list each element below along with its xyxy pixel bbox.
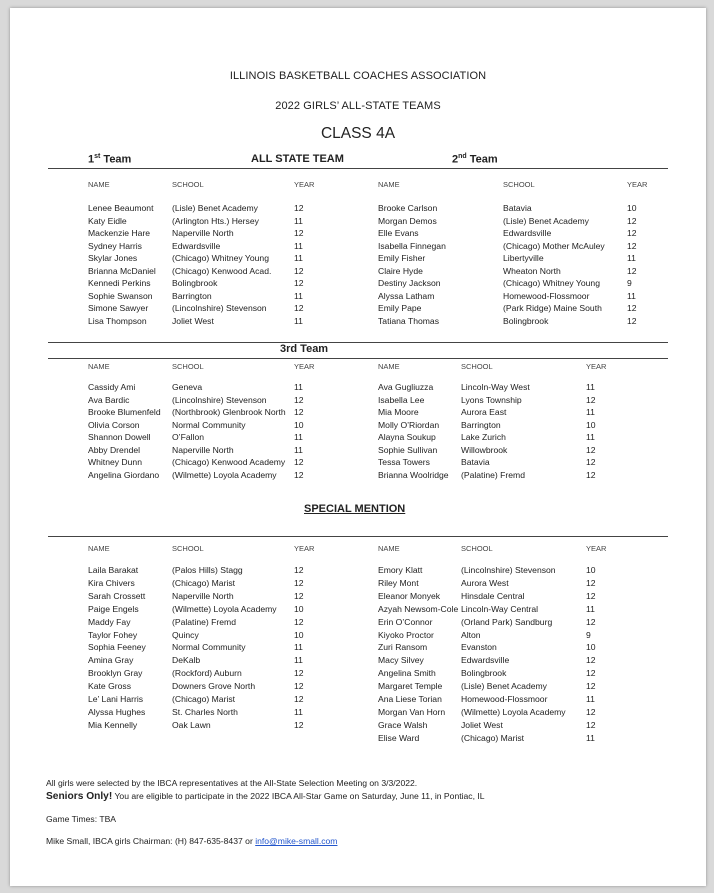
player-school: Edwardsville <box>461 655 510 666</box>
player-school: (Northbrook) Glenbrook North <box>172 407 286 417</box>
player-school: DeKalb <box>172 655 201 666</box>
player-school: Bolingbrook <box>461 668 507 679</box>
col-header-school: SCHOOL <box>461 544 493 553</box>
player-school: (Wilmette) Loyola Academy <box>172 469 277 480</box>
player-school: Willowbrook <box>461 444 508 455</box>
player-name: Mackenzie Hare <box>88 228 151 238</box>
player-school: Wheaton North <box>503 265 561 276</box>
col-header-name: NAME <box>378 180 400 189</box>
player-year: 10 <box>294 629 304 640</box>
player-year: 12 <box>294 265 304 276</box>
player-school: (Palos Hills) Stagg <box>172 565 243 575</box>
player-school: Joliet West <box>172 315 214 326</box>
section-rule <box>48 358 668 359</box>
player-year: 12 <box>294 303 304 313</box>
player-school: (Chicago) Marist <box>172 694 236 704</box>
player-name: Erin O’Connor <box>378 616 433 627</box>
col-header-year: YEAR <box>586 362 607 371</box>
player-year: 10 <box>294 419 304 430</box>
player-year: 12 <box>294 203 304 213</box>
player-name: Brianna McDaniel <box>88 265 156 276</box>
player-year: 11 <box>294 444 303 455</box>
player-name: Lenee Beaumont <box>88 203 154 213</box>
player-year: 11 <box>586 407 595 417</box>
player-school: (Palatine) Fremd <box>461 469 525 480</box>
player-name: Le’ Lani Harris <box>88 694 144 704</box>
player-school: Barrington <box>461 419 501 430</box>
player-name: Isabella Finnegan <box>378 240 446 251</box>
player-school: Lake Zurich <box>461 432 506 442</box>
player-year: 12 <box>627 315 637 326</box>
player-name: Brooklyn Gray <box>88 668 143 679</box>
player-year: 12 <box>627 303 637 313</box>
player-name: Brooke Blumenfeld <box>88 407 161 417</box>
player-name: Angelina Smith <box>378 668 436 679</box>
contact-line: Mike Small, IBCA girls Chairman: (H) 847-635-8437 or info@mike-small.com <box>46 836 338 846</box>
player-school: (Chicago) Kenwood Acad. <box>172 265 272 276</box>
player-name: Ava Gugliuzza <box>378 382 434 392</box>
player-year: 11 <box>294 315 303 326</box>
player-school: (Chicago) Whitney Young <box>503 278 600 288</box>
player-name: Eleanor Monyek <box>378 590 441 601</box>
email-link[interactable]: info@mike-small.com <box>255 836 338 846</box>
col-header-year: YEAR <box>294 180 315 189</box>
player-name: Amina Gray <box>88 655 134 666</box>
col-header-name: NAME <box>378 544 400 553</box>
player-year: 11 <box>294 655 303 666</box>
player-year: 12 <box>586 457 596 467</box>
player-school: Bolingbrook <box>503 315 549 326</box>
player-name: Laila Barakat <box>88 565 139 575</box>
association-title: ILLINOIS BASKETBALL COACHES ASSOCIATION <box>229 70 487 82</box>
all-state-heading: ALL STATE TEAM <box>251 153 344 165</box>
player-year: 11 <box>294 706 303 717</box>
player-name: Molly O’Riordan <box>378 419 440 430</box>
player-name: Sophie Swanson <box>88 290 153 301</box>
player-year: 10 <box>586 642 596 653</box>
player-school: Lyons Township <box>461 394 522 405</box>
col-header-school: SCHOOL <box>172 180 204 189</box>
player-year: 12 <box>294 407 304 417</box>
player-name: Emily Pape <box>378 303 422 313</box>
player-school: (Lincolnshire) Stevenson <box>172 303 267 313</box>
player-name: Mia Moore <box>378 407 419 417</box>
player-name: Kate Gross <box>88 681 131 692</box>
player-name: Elle Evans <box>378 228 419 238</box>
player-name: Morgan Van Horn <box>378 706 446 717</box>
player-name: Isabella Lee <box>378 394 425 405</box>
player-name: Maddy Fay <box>88 616 131 627</box>
player-name: Brianna Woolridge <box>378 469 449 480</box>
player-school: Hinsdale Central <box>461 590 525 601</box>
col-header-year: YEAR <box>586 544 607 553</box>
player-year: 12 <box>627 240 637 251</box>
player-name: Angelina Giordano <box>88 469 160 480</box>
player-school: Alton <box>461 629 481 640</box>
player-name: Lisa Thompson <box>88 315 147 326</box>
player-name: Taylor Fohey <box>88 629 138 640</box>
player-name: Tatiana Thomas <box>378 315 439 326</box>
section-rule <box>48 536 668 537</box>
player-school: (Chicago) Whitney Young <box>172 253 269 263</box>
player-name: Emily Fisher <box>378 253 426 263</box>
player-name: Zuri Ransom <box>378 642 428 653</box>
player-year: 11 <box>294 642 303 653</box>
first-team-heading: 1st Team <box>88 153 132 166</box>
player-school: Naperville North <box>172 444 234 455</box>
class-title: CLASS 4A <box>320 125 396 142</box>
player-school: Barrington <box>172 290 212 301</box>
game-times: Game Times: TBA <box>46 814 117 824</box>
player-year: 12 <box>627 228 637 238</box>
second-team-heading: 2nd Team <box>452 153 498 166</box>
player-name: Riley Mont <box>378 577 419 588</box>
player-name: Cassidy Ami <box>88 382 136 392</box>
player-year: 11 <box>294 253 303 263</box>
player-name: Mia Kennelly <box>88 719 138 730</box>
player-school: (Chicago) Kenwood Academy <box>172 457 286 467</box>
player-school: Naperville North <box>172 228 234 238</box>
player-year: 12 <box>294 719 304 730</box>
player-year: 12 <box>294 278 304 288</box>
document-subtitle: 2022 GIRLS’ ALL-STATE TEAMS <box>275 100 441 112</box>
player-name: Simone Sawyer <box>88 303 149 313</box>
player-year: 12 <box>586 668 596 679</box>
player-year: 9 <box>586 629 591 640</box>
col-header-school: SCHOOL <box>172 362 204 371</box>
player-name: Whitney Dunn <box>88 457 142 467</box>
player-name: Kennedi Perkins <box>88 278 151 288</box>
player-year: 11 <box>627 253 636 263</box>
col-header-year: YEAR <box>294 544 315 553</box>
player-year: 12 <box>294 694 304 704</box>
player-school: Lincoln-Way West <box>461 382 530 392</box>
player-school: (Rockford) Auburn <box>172 668 242 679</box>
player-school: Downers Grove North <box>172 681 256 692</box>
player-name: Shannon Dowell <box>88 432 151 442</box>
player-name: Destiny Jackson <box>378 278 441 288</box>
player-year: 12 <box>586 469 596 480</box>
player-school: O’Fallon <box>172 432 204 442</box>
player-year: 11 <box>586 603 595 614</box>
section-rule <box>48 342 668 343</box>
player-year: 11 <box>294 215 303 226</box>
player-school: Edwardsville <box>503 228 552 238</box>
player-name: Katy Eidle <box>88 215 127 226</box>
player-name: Macy Silvey <box>378 655 424 666</box>
player-school: (Arlington Hts.) Hersey <box>172 215 259 226</box>
player-school: (Park Ridge) Maine South <box>503 303 602 313</box>
document-page <box>10 8 706 886</box>
player-year: 11 <box>294 432 303 442</box>
player-name: Paige Engels <box>88 603 139 614</box>
player-year: 11 <box>294 382 303 392</box>
player-school: (Lisle) Benet Academy <box>503 215 589 226</box>
section-rule <box>48 168 668 169</box>
player-name: Alayna Soukup <box>378 432 436 442</box>
player-name: Olivia Corson <box>88 419 140 430</box>
player-year: 11 <box>586 382 595 392</box>
player-name: Alyssa Hughes <box>88 706 146 717</box>
player-year: 12 <box>294 616 304 627</box>
player-school: Quincy <box>172 629 199 640</box>
player-name: Emory Klatt <box>378 565 423 575</box>
player-year: 11 <box>586 432 595 442</box>
player-school: Homewood-Flossmoor <box>461 694 548 704</box>
player-year: 12 <box>294 565 304 575</box>
player-name: Sydney Harris <box>88 240 142 251</box>
player-year: 12 <box>586 444 596 455</box>
player-year: 12 <box>294 469 304 480</box>
player-name: Ava Bardic <box>88 394 130 405</box>
player-school: Joliet West <box>461 719 503 730</box>
player-name: Morgan Demos <box>378 215 437 226</box>
player-school: Homewood-Flossmoor <box>503 290 590 301</box>
player-year: 12 <box>294 577 304 588</box>
player-school: (Wilmette) Loyola Academy <box>461 706 566 717</box>
player-name: Ana Liese Torian <box>378 694 442 704</box>
player-school: (Chicago) Marist <box>461 732 525 743</box>
player-year: 9 <box>627 278 632 288</box>
player-name: Grace Walsh <box>378 719 428 730</box>
player-school: (Palatine) Fremd <box>172 616 236 627</box>
special-mention-heading: SPECIAL MENTION <box>304 503 406 515</box>
player-name: Azyah Newsom-Cole <box>378 603 459 614</box>
player-name: Sophia Feeney <box>88 642 146 653</box>
player-year: 11 <box>586 732 595 743</box>
col-header-year: YEAR <box>627 180 648 189</box>
player-year: 12 <box>627 215 637 226</box>
player-year: 12 <box>294 668 304 679</box>
col-header-name: NAME <box>378 362 400 371</box>
player-name: Brooke Carlson <box>378 203 438 213</box>
player-year: 12 <box>586 616 596 627</box>
player-school: Oak Lawn <box>172 719 211 730</box>
col-header-name: NAME <box>88 544 110 553</box>
player-name: Margaret Temple <box>378 681 443 692</box>
player-school: Geneva <box>172 382 203 392</box>
player-name: Tessa Towers <box>378 457 430 467</box>
player-name: Elise Ward <box>378 732 420 743</box>
player-school: Naperville North <box>172 590 234 601</box>
player-school: Bolingbrook <box>172 278 218 288</box>
player-name: Kira Chivers <box>88 577 135 588</box>
player-year: 12 <box>294 681 304 692</box>
col-header-name: NAME <box>88 180 110 189</box>
player-school: (Lincolnshire) Stevenson <box>172 394 267 405</box>
player-school: Batavia <box>503 203 532 213</box>
player-name: Sophie Sullivan <box>378 444 438 455</box>
player-year: 12 <box>586 706 596 717</box>
player-year: 11 <box>294 240 303 251</box>
col-header-year: YEAR <box>294 362 315 371</box>
player-year: 12 <box>586 655 596 666</box>
player-name: Claire Hyde <box>378 265 423 276</box>
col-header-name: NAME <box>88 362 110 371</box>
player-school: Aurora West <box>461 577 509 588</box>
player-school: Batavia <box>461 457 490 467</box>
player-school: (Lincolnshire) Stevenson <box>461 565 556 575</box>
player-name: Kiyoko Proctor <box>378 629 434 640</box>
seniors-note: Seniors Only! You are eligible to participate in the 2022 IBCA All-Star Game on Saturday, June 11, in Pontiac, IL <box>46 791 485 802</box>
player-school: (Orland Park) Sandburg <box>461 616 553 627</box>
player-school: Evanston <box>461 642 497 653</box>
player-year: 12 <box>294 228 304 238</box>
player-year: 10 <box>294 603 304 614</box>
col-header-school: SCHOOL <box>172 544 204 553</box>
player-year: 12 <box>586 590 596 601</box>
selection-note: All girls were selected by the IBCA representatives at the All-State Selection Meeting on 3/3/2022. <box>46 778 418 788</box>
player-name: Skylar Jones <box>88 253 138 263</box>
player-year: 11 <box>586 694 595 704</box>
player-year: 10 <box>586 565 596 575</box>
player-school: (Lisle) Benet Academy <box>461 681 547 692</box>
col-header-school: SCHOOL <box>461 362 493 371</box>
player-school: St. Charles North <box>172 706 238 717</box>
player-school: Edwardsville <box>172 240 221 251</box>
player-school: Aurora East <box>461 407 507 417</box>
player-name: Abby Drendel <box>88 444 141 455</box>
player-school: (Lisle) Benet Academy <box>172 203 258 213</box>
player-year: 12 <box>586 577 596 588</box>
player-name: Alyssa Latham <box>378 290 435 301</box>
player-school: Libertyville <box>503 253 544 263</box>
player-year: 12 <box>294 457 304 467</box>
player-year: 12 <box>586 719 596 730</box>
player-year: 12 <box>627 265 637 276</box>
player-year: 12 <box>294 590 304 601</box>
col-header-school: SCHOOL <box>503 180 535 189</box>
player-year: 10 <box>586 419 596 430</box>
player-school: (Wilmette) Loyola Academy <box>172 603 277 614</box>
player-school: Lincoln-Way Central <box>461 603 539 614</box>
player-year: 12 <box>586 394 596 405</box>
player-year: 11 <box>294 290 303 301</box>
player-year: 12 <box>586 681 596 692</box>
player-school: (Chicago) Mother McAuley <box>503 240 605 251</box>
player-year: 11 <box>627 290 636 301</box>
player-name: Sarah Crossett <box>88 590 146 601</box>
player-school: Normal Community <box>172 419 246 430</box>
player-school: (Chicago) Marist <box>172 577 236 588</box>
player-year: 10 <box>627 203 637 213</box>
third-team-heading: 3rd Team <box>280 343 329 355</box>
player-school: Normal Community <box>172 642 246 653</box>
player-year: 12 <box>294 394 304 405</box>
